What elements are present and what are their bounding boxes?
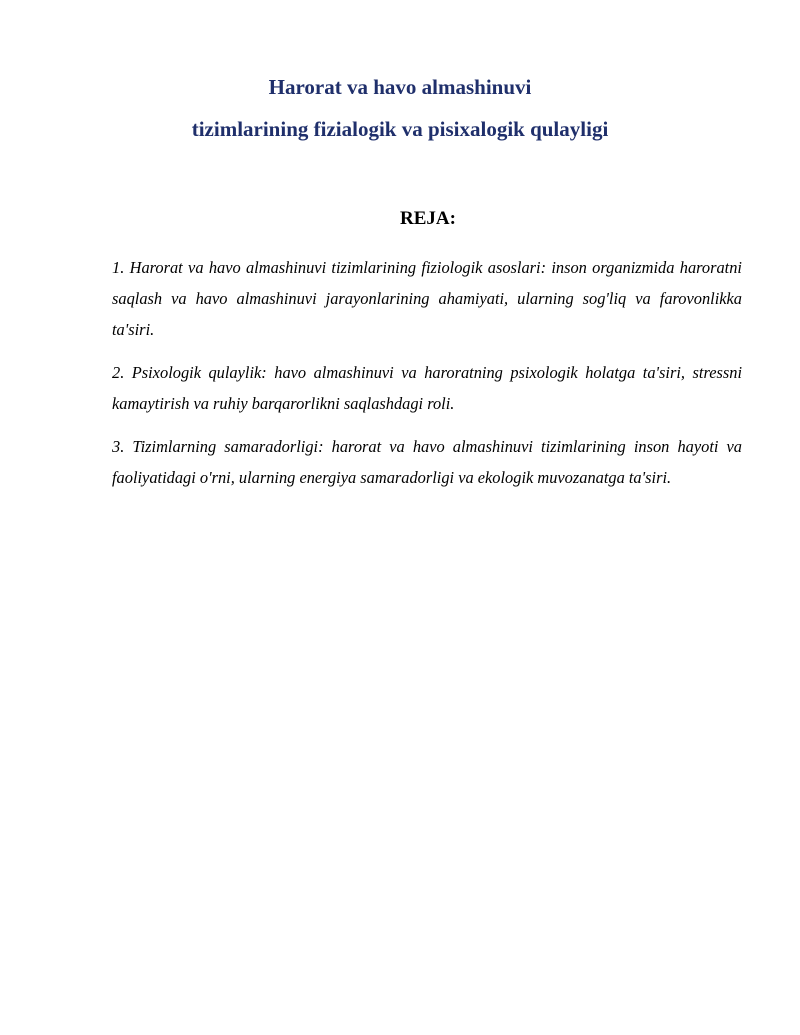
plan-item: 2. Psixologik qulaylik: havo almashinuvi va haroratning psixologik holatga ta'siri, stressni kamaytirish va ruhiy barqarorlikni saqlashdagi roli. [112,363,742,413]
document-title-line-2: tizimlarining fizialogik va pisixalogik qulayligi [191,117,609,141]
plan-list [112,252,742,505]
plan-heading: REJA: [400,208,456,229]
plan-item: 1. Harorat va havo almashinuvi tizimlarining fiziologik asoslari: inson organizmida haroratni saqlash va havo almashinuvi jarayonlarining ahamiyati, ularning sog'liq va farovonlikka ta'siri. [112,258,742,339]
plan-item: 3. Tizimlarning samaradorligi: harorat va havo almashinuvi tizimlarining inson hayoti va faoliyatidagi o'rni, ularning energiya samaradorligi va ekologik muvozanatga ta'siri. [112,437,742,487]
document-title-line-1: Harorat va havo almashinuvi [268,75,532,99]
